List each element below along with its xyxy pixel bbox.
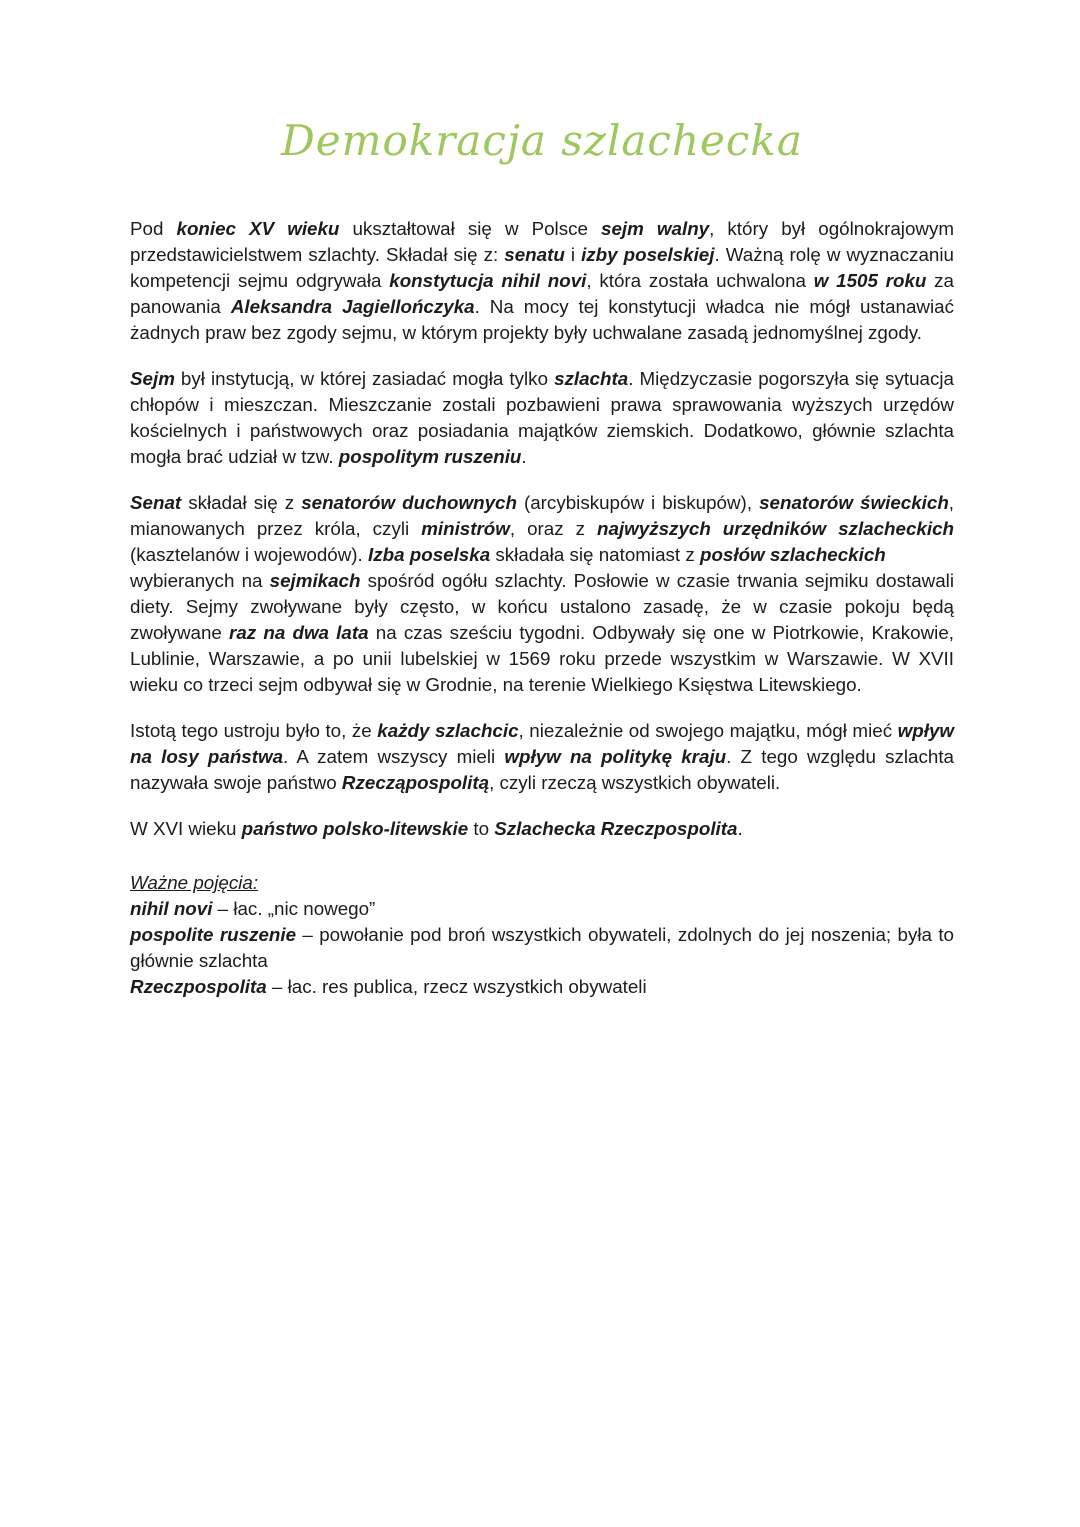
- body-text: , mianowanych przez króla, czyli: [130, 492, 955, 540]
- body-text: wybieranych na: [130, 570, 270, 592]
- body-text: za panowania: [130, 270, 954, 318]
- emphasis-text: wpływ na losy państwa: [130, 720, 954, 768]
- body-text: . Ważną rolę w wyznaczaniu kompetencji sejmu odgrywała: [130, 244, 954, 292]
- emphasis-text: Rzeczpospolita: [130, 976, 267, 998]
- body-text: (kasztelanów i wojewodów).: [130, 544, 368, 566]
- body-text: – łac. „nic nowego”: [212, 898, 376, 920]
- body-text: . Na mocy tej konstytucji władca nie mógł ustanawiać żadnych praw bez zgody sejmu, w którym projekty były uchwalane zasadą jednomyślnej zgody.: [130, 296, 954, 344]
- paragraph-xvi-wiek: [130, 816, 954, 842]
- body-text: (arcybiskupów i biskupów),: [516, 492, 760, 514]
- emphasis-text: Aleksandra Jagiellończyka: [230, 296, 475, 318]
- paragraphs-container: [130, 216, 954, 842]
- emphasis-text: najwyższych urzędników szlacheckich: [597, 518, 954, 540]
- emphasis-text: wpływ na politykę kraju: [504, 746, 727, 768]
- emphasis-text: senatu: [504, 244, 565, 266]
- body-text: na czas sześciu tygodni. Odbywały się one w Piotrkowie, Krakowie, Lublinie, Warszawie, a po unii lubelskiej w 1569 roku przede wszystkim w Warszawie. W XVII wieku co trzeci sejm odbywał się w Grodnie, na terenie Wielkiego Księstwa Litewskiego.: [130, 622, 954, 696]
- body-text: – łac. res publica, rzecz wszystkich obywateli: [266, 976, 647, 998]
- body-text: , która została uchwalona: [586, 270, 814, 292]
- body-text: to: [468, 818, 495, 840]
- document-body: [130, 216, 954, 1000]
- emphasis-text: Szlachecka Rzeczpospolita: [494, 818, 738, 840]
- emphasis-text: Izba poselska: [368, 544, 491, 566]
- emphasis-text: szlachta: [554, 368, 629, 390]
- paragraph-sejm: [130, 366, 954, 470]
- document-title: Demokracja szlachecka: [281, 116, 803, 165]
- emphasis-text: senatorów świeckich: [759, 492, 949, 514]
- body-text: składała się natomiast z: [490, 544, 700, 566]
- glossary-entries: [130, 896, 954, 1000]
- body-text: .: [521, 446, 527, 468]
- body-text: ukształtował się w Polsce: [339, 218, 602, 240]
- glossary-section: [130, 870, 954, 1000]
- emphasis-text: sejm walny: [601, 218, 710, 240]
- emphasis-text: senatorów duchownych: [301, 492, 517, 514]
- emphasis-text: każdy szlachcic: [377, 720, 519, 742]
- emphasis-text: ministrów: [421, 518, 510, 540]
- paragraph-istota-ustroju: [130, 718, 954, 796]
- emphasis-text: Sejm: [130, 368, 175, 390]
- body-text: , czyli rzeczą wszystkich obywateli.: [489, 772, 781, 794]
- body-text: , który był ogólnokrajowym przedstawicielstwem szlachty. Składał się z:: [130, 218, 954, 266]
- emphasis-text: koniec XV wieku: [176, 218, 340, 240]
- emphasis-text: konstytucja nihil novi: [389, 270, 587, 292]
- body-text: . Międzyczasie pogorszyła się sytuacja chłopów i mieszczan. Mieszczanie zostali pozbawieni prawa sprawowania wyższych urzędów kościelnych i państwowych oraz posiadania majątków ziemskich. Dodatkowo, głównie szlachta mogła brać udział w tzw.: [130, 368, 954, 468]
- emphasis-text: posłów szlacheckich: [699, 544, 886, 566]
- body-text: spośród ogółu szlachty. Posłowie w czasie trwania sejmiku dostawali diety. Sejmy zwoływane były często, w końcu ustalono zasadę, że w czasie pokoju będą zwoływane: [130, 570, 954, 644]
- body-text: Istotą tego ustroju było to, że: [130, 720, 378, 742]
- body-text: . A zatem wszyscy mieli: [283, 746, 505, 768]
- body-text: W XVI wieku: [130, 818, 242, 840]
- body-text: . Z tego względu szlachta nazywała swoje państwo: [130, 746, 954, 794]
- body-text: , oraz z: [509, 518, 598, 540]
- emphasis-text: raz na dwa lata: [229, 622, 369, 644]
- emphasis-text: sejmikach: [269, 570, 361, 592]
- glossary-entry-nihil-novi: [130, 896, 954, 922]
- glossary-entry-pospolite-ruszenie: [130, 922, 954, 974]
- paragraph-senat: [130, 490, 954, 698]
- body-text: i: [564, 244, 582, 266]
- body-text: .: [737, 818, 743, 840]
- body-text: był instytucją, w której zasiadać mogła tylko: [174, 368, 555, 390]
- emphasis-text: Senat: [130, 492, 182, 514]
- emphasis-text: państwo polsko-litewskie: [241, 818, 469, 840]
- emphasis-text: pospolitym ruszeniu: [338, 446, 522, 468]
- emphasis-text: pospolite ruszenie: [130, 924, 297, 946]
- body-text: składał się z: [181, 492, 302, 514]
- glossary-heading: Ważne pojęcia:: [130, 872, 259, 894]
- body-text: , niezależnie od swojego majątku, mógł mieć: [518, 720, 898, 742]
- glossary-entry-rzeczpospolita: [130, 974, 954, 1000]
- emphasis-text: Rzecząpospolitą: [341, 772, 490, 794]
- body-text: Pod: [130, 218, 177, 240]
- emphasis-text: w 1505 roku: [813, 270, 927, 292]
- emphasis-text: izby poselskiej: [581, 244, 715, 266]
- paragraph-intro: [130, 216, 954, 346]
- emphasis-text: nihil novi: [130, 898, 213, 920]
- body-text: – powołanie pod broń wszystkich obywateli, zdolnych do jej noszenia; była to głównie szlachta: [130, 924, 954, 972]
